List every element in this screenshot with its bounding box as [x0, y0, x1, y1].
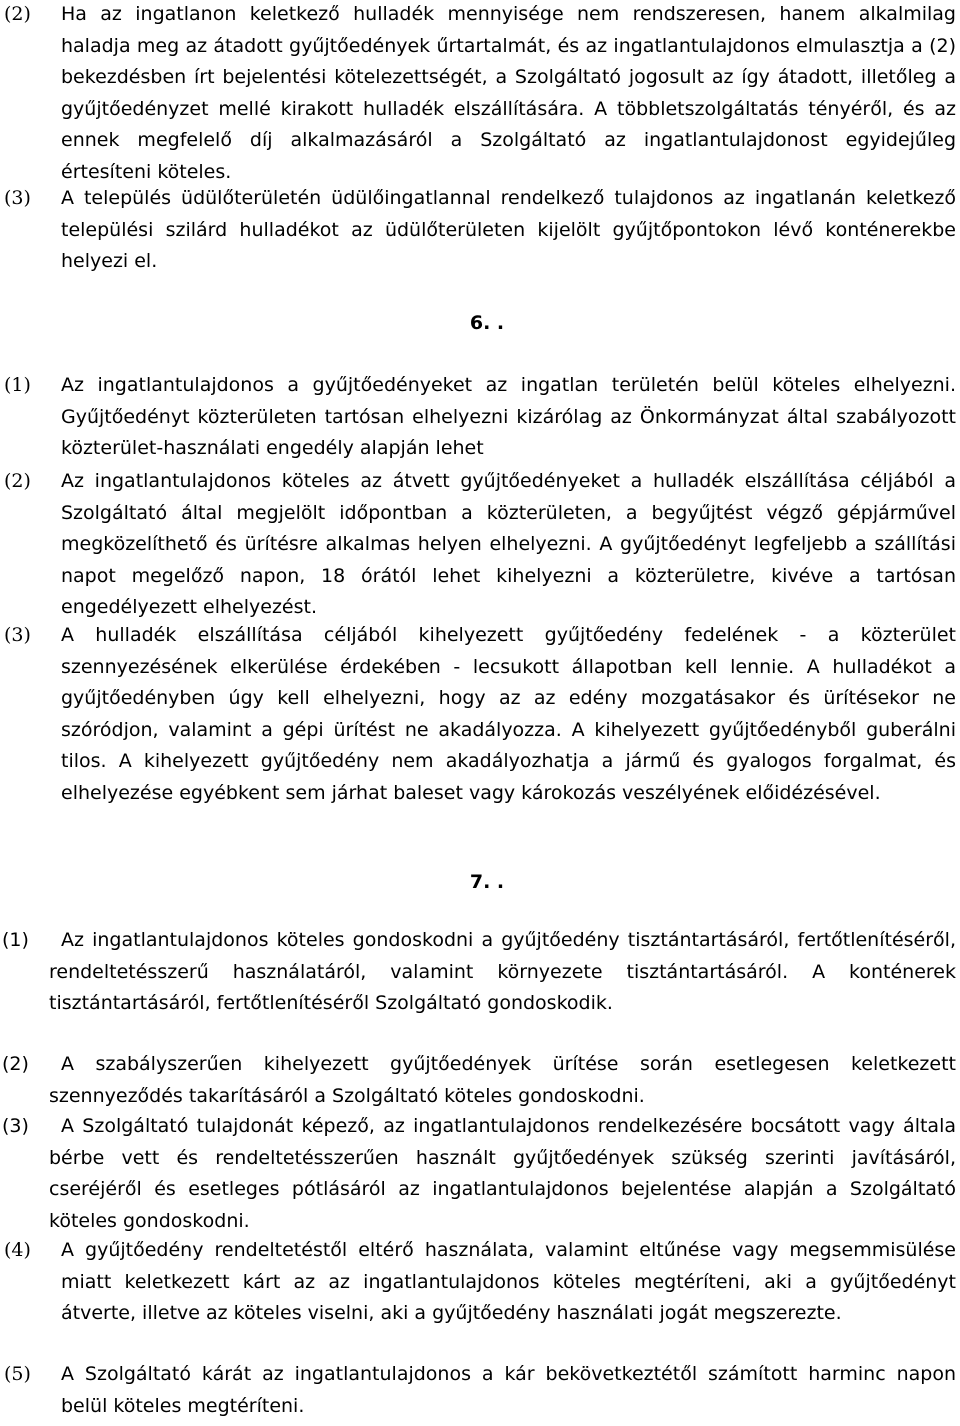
section7-paragraph-5: [0, 1359, 958, 1425]
paragraph-text: Az ingatlantulajdonos a gyűjtőedényeket az ingatlan területén belül köteles elhelyezni. Gyűjtőedényt közterületen tartósan elhelyezni kizárólag az Önkormányzat által szabályozott közterület-használati engedély alapján lehet: [61, 374, 956, 459]
section-heading-6: [0, 308, 960, 340]
section6-paragraph-2: [0, 466, 958, 626]
paragraph-number: (4): [4, 1239, 31, 1261]
paragraph-number: (3): [4, 624, 31, 646]
paragraph-text: Az ingatlantulajdonos köteles az átvett gyűjtőedényeket a hulladék elszállítása céljából a Szolgáltató által megjelölt időpontban a közterületen, a begyűjtést végző gépjárművel megközelíthető és ürítésre alkalmas helyen elhelyezni. A gyűjtőedényt legfeljebb a szállítási napot megelőző napon, 18 órától lehet kihelyezni a közterületre, kivéve a tartósan engedélyezett elhelyezést.: [61, 470, 956, 618]
paragraph-text: Ha az ingatlanon keletkező hulladék mennyisége nem rendszeresen, hanem alkalmilag haladja meg az átadott gyűjtőedények űrtartalmát, és az ingatlantulajdonos elmulasztja a (2) bekezdésben írt bejelentési kötelezettségét, a Szolgáltató jogosult az így átadott, illetőleg a gyűjtőedényzet mellé kirakott hulladék elszállítására. A többletszolgáltatás tényéről, és az ennek megfelelő díj alkalmazásáról a Szolgáltató az ingatlantulajdonost egyidejűleg értesíteni köteles.: [61, 3, 956, 183]
paragraph-number: (1): [2, 929, 29, 951]
section7-paragraph-1: [0, 925, 958, 1053]
paragraph-number: (2): [2, 1053, 29, 1075]
section6-paragraph-1: [0, 370, 958, 462]
paragraph-text: Az ingatlantulajdonos köteles gondoskodni a gyűjtőedény tisztántartásáról, fertőtlenítéséről, rendeltetésszerű használatáról, valamint környezete tisztántartásáról. A konténerek tisztántartásáról, fertőtlenítéséről Szolgáltató gondoskodik.: [49, 929, 956, 1014]
paragraph-number: (2): [4, 470, 31, 492]
paragraph-text: A Szolgáltató kárát az ingatlantulajdonos a kár bekövetkeztétől számított harminc napon belül köteles megtéríteni.: [61, 1363, 956, 1417]
paragraph-prev-3: [0, 183, 958, 283]
section7-paragraph-2: [0, 1049, 958, 1113]
section-heading-text: 7. .: [469, 871, 505, 893]
section6-paragraph-3: [0, 620, 958, 840]
paragraph-number: (2): [4, 3, 31, 25]
paragraph-number: (3): [4, 187, 31, 209]
section7-paragraph-4: [0, 1235, 958, 1363]
paragraph-text: A település üdülőterületén üdülőingatlannal rendelkező tulajdonos az ingatlanán keletkező települési szilárd hulladékot az üdülőterületen kijelölt gyűjtőpontokon lévő konténerekbe helyezi el.: [61, 187, 956, 272]
section-heading-7: [0, 867, 960, 899]
paragraph-number: (3): [2, 1115, 29, 1137]
paragraph-text: A Szolgáltató tulajdonát képező, az ingatlantulajdonos rendelkezésére bocsátott vagy általa bérbe vett és rendeltetésszerűen használt gyűjtőedények szükség szerinti javításáról, cseréjéről és esetleges pótlásáról az ingatlantulajdonos bejelentése alapján a Szolgáltató köteles gondoskodni.: [49, 1115, 956, 1232]
section7-paragraph-3: [0, 1111, 958, 1239]
section-heading-text: 6. .: [469, 312, 505, 334]
paragraph-number: (5): [4, 1363, 31, 1385]
paragraph-number: (1): [4, 374, 31, 396]
paragraph-text: A hulladék elszállítása céljából kihelyezett gyűjtőedény fedelének - a közterület szennyezésének elkerülése érdekében - lecsukott állapotban kell lennie. A hulladékot a gyűjtőedényben úgy kell elhelyezni, hogy az az edény mozgatásakor és ürítésekor ne szóródjon, valamint a gépi ürítést ne akadályozza. A kihelyezett gyűjtőedényből guberálni tilos. A kihelyezett gyűjtőedény nem akadályozhatja a jármű és gyalogos forgalmat, és elhelyezése egyébkent sem járhat baleset vagy károkozás veszélyének előidézésével.: [61, 624, 956, 804]
paragraph-text: A szabályszerűen kihelyezett gyűjtőedények ürítése során esetlegesen keletkezett szennyeződés takarításáról a Szolgáltató köteles gondoskodni.: [49, 1053, 956, 1107]
paragraph-text: A gyűjtőedény rendeltetéstől eltérő használata, valamint eltűnése vagy megsemmisülése miatt keletkezett kárt az az ingatlantulajdonos köteles megtéríteni, aki a gyűjtőedényt átverte, illetve az köteles viselni, aki a gyűjtőedény használati jogát megszerezte.: [61, 1239, 956, 1324]
paragraph-prev-2: [0, 0, 958, 189]
